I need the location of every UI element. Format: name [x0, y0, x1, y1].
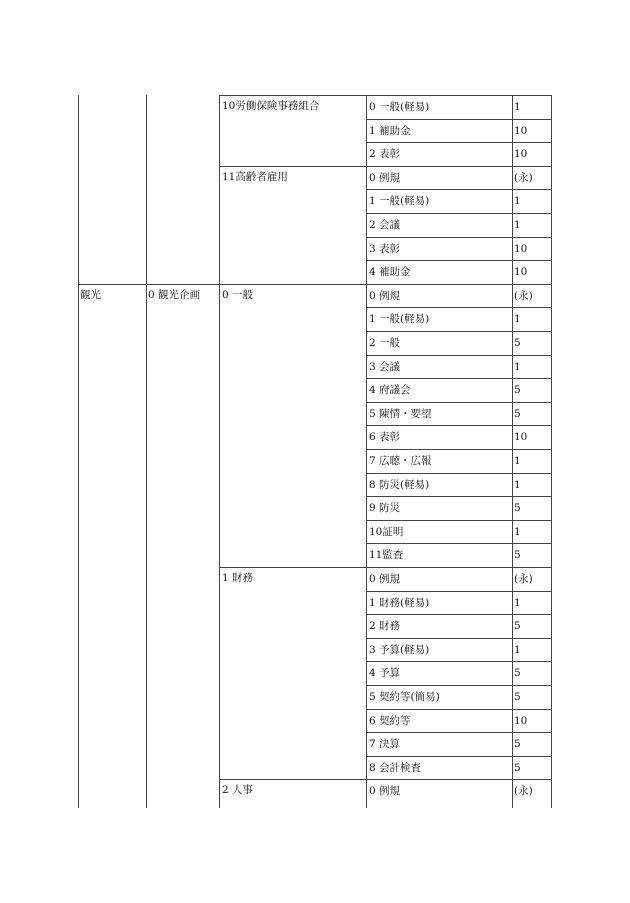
subcategory-label: 0 観光企画: [148, 288, 201, 301]
item-name: 2 会議: [369, 219, 401, 231]
table-row-border: [366, 685, 552, 686]
retention-period: 1: [514, 360, 521, 373]
table-column-border: [551, 95, 552, 808]
table-row-border: [366, 307, 552, 308]
item-name: 0 例規: [369, 171, 401, 184]
item-name: 1 一般(軽易): [369, 195, 430, 208]
item-name: 6 表彰: [369, 431, 401, 444]
retention-period: 1: [514, 525, 521, 538]
item-name: 5 陳情・要望: [369, 407, 432, 420]
retention-period: 5: [514, 407, 521, 420]
table-row-border: [366, 709, 552, 710]
item-name: 4 府議会: [369, 384, 411, 397]
table-row-border: [366, 213, 552, 214]
retention-period: 1: [514, 195, 521, 208]
table-row-border: [78, 284, 552, 285]
table-row-border: [366, 638, 552, 639]
retention-period: 1: [514, 455, 521, 467]
retention-period: 1: [514, 101, 521, 113]
retention-period: 10: [514, 714, 528, 727]
item-name: 2 財務: [369, 620, 401, 633]
item-name: 0 例規: [369, 289, 401, 302]
table-row-border: [366, 449, 552, 450]
table-row-border: [366, 260, 552, 261]
item-name: 9 防災: [369, 502, 401, 515]
item-name: 7 決算: [369, 738, 401, 751]
item-name: 1 一般(軽易): [369, 313, 430, 326]
retention-period: 10: [514, 431, 528, 444]
item-name: 0 例規: [369, 573, 401, 585]
item-name: 0 例規: [369, 785, 401, 798]
table-column-border: [366, 95, 367, 808]
table-row-border: [366, 378, 552, 379]
table-row-border: [366, 355, 552, 356]
retention-period: 10: [514, 124, 528, 137]
table-row-border: [366, 591, 552, 592]
table-row-border: [366, 496, 552, 497]
table-row-border: [366, 473, 552, 474]
retention-period: 1: [514, 219, 521, 231]
item-name: 3 表彰: [369, 242, 401, 255]
item-name: 3 会議: [369, 360, 401, 373]
table-row-border: [366, 661, 552, 662]
retention-period: 5: [514, 691, 521, 703]
retention-period: 1: [514, 643, 521, 656]
item-name: 1 補助金: [369, 124, 411, 137]
item-name: 11監査: [369, 549, 404, 562]
table-row-border: [366, 331, 552, 332]
retention-period: 1: [514, 478, 521, 491]
retention-period: 5: [514, 549, 521, 562]
table-column-border: [146, 95, 147, 808]
retention-period: 5: [514, 761, 521, 774]
table-row-border: [366, 520, 552, 521]
item-name: 6 契約等: [369, 714, 411, 727]
retention-period: 5: [514, 738, 521, 751]
section-label: 10労働保険事務組合: [222, 100, 320, 112]
item-name: 3 予算(軽易): [369, 643, 430, 656]
table-row-border: [366, 614, 552, 615]
table-row-border: [366, 425, 552, 426]
item-name: 0 一般(軽易): [369, 101, 430, 113]
retention-period: 5: [514, 502, 521, 515]
table-row-border: [219, 95, 552, 96]
table-row-border: [219, 779, 552, 780]
retention-period: 1: [514, 313, 521, 326]
item-name: 4 予算: [369, 667, 401, 680]
table-row-border: [219, 166, 552, 167]
retention-period: 5: [514, 337, 521, 349]
table-row-border: [366, 189, 552, 190]
table-row-border: [219, 567, 552, 568]
retention-period: 1: [514, 596, 521, 609]
section-label: 11高齢者雇用: [222, 170, 288, 183]
item-name: 2 表彰: [369, 148, 401, 161]
retention-period: 5: [514, 384, 521, 397]
section-label: 1 財務: [222, 572, 254, 584]
retention-period: 10: [514, 148, 528, 161]
item-name: 4 補助金: [369, 266, 411, 279]
retention-period: 10: [514, 242, 528, 255]
retention-period: (永): [514, 785, 533, 798]
retention-period: 5: [514, 667, 521, 680]
retention-period: (永): [514, 171, 533, 184]
section-label: 2 人事: [222, 784, 254, 797]
item-name: 5 契約等(簡易): [369, 691, 440, 703]
item-name: 10証明: [369, 525, 404, 538]
table-row-border: [366, 756, 552, 757]
item-name: 8 会計検査: [369, 761, 422, 774]
table-column-border: [512, 95, 513, 808]
category-label: 観光: [80, 288, 101, 301]
retention-period: (永): [514, 289, 533, 302]
item-name: 2 一般: [369, 337, 401, 349]
retention-period: 10: [514, 266, 528, 279]
table-row-border: [366, 142, 552, 143]
table-column-border: [219, 95, 220, 808]
item-name: 1 財務(軽易): [369, 596, 430, 609]
table-row-border: [366, 543, 552, 544]
retention-period: 5: [514, 620, 521, 633]
table-row-border: [366, 237, 552, 238]
table-row-border: [366, 119, 552, 120]
table-row-border: [366, 732, 552, 733]
retention-period: (永): [514, 573, 533, 585]
table-column-border: [78, 95, 79, 808]
item-name: 8 防災(軽易): [369, 478, 430, 491]
section-label: 0 一般: [222, 288, 254, 301]
item-name: 7 広聴・広報: [369, 455, 432, 467]
table-row-border: [366, 402, 552, 403]
